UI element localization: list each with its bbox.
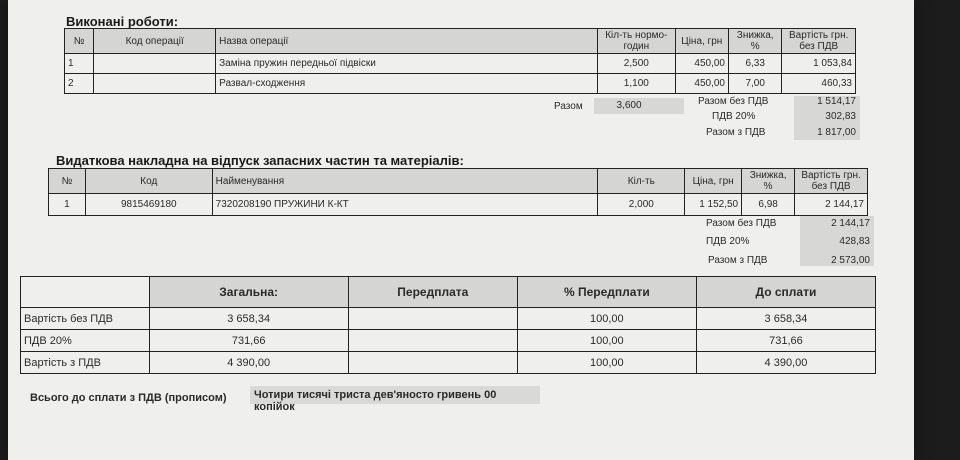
works-sum-label-2: ПДВ 20%	[712, 111, 756, 122]
parts-sum-label-1: Разом без ПДВ	[706, 218, 777, 229]
cell	[348, 308, 517, 330]
works-sum-value-2: 302,83	[825, 111, 856, 122]
cell: 4 390,00	[149, 352, 348, 374]
parts-header-cost: Вартість грн. без ПДВ	[795, 169, 868, 194]
cell: 1,100	[598, 74, 676, 94]
cell: 100,00	[517, 352, 696, 374]
works-header-name: Назва операції	[216, 29, 598, 54]
table-row	[49, 194, 868, 216]
works-sum-label-3: Разом з ПДВ	[706, 127, 766, 138]
cell: 4 390,00	[696, 352, 875, 374]
works-header-no: №	[65, 29, 94, 54]
works-table	[64, 28, 856, 94]
works-sum-label-1: Разом без ПДВ	[698, 96, 769, 107]
cell: ПДВ 20%	[21, 330, 150, 352]
totals-header-prepay: Передплата	[348, 277, 517, 308]
cell: 450,00	[675, 74, 728, 94]
cell	[348, 352, 517, 374]
parts-header-row	[49, 169, 868, 194]
works-title: Виконані роботи:	[66, 14, 179, 29]
parts-header-no: №	[49, 169, 86, 194]
table-row	[21, 352, 876, 374]
cell	[348, 330, 517, 352]
cell: 731,66	[696, 330, 875, 352]
totals-table	[20, 276, 876, 374]
cell: Вартість з ПДВ	[21, 352, 150, 374]
cell: 1 152,50	[685, 194, 742, 216]
cell: 7,00	[729, 74, 782, 94]
parts-header-discount: Знижка, %	[742, 169, 795, 194]
totals-header-prepay-pct: % Передплати	[517, 277, 696, 308]
works-header-hours: Кіл-ть нормо-годин	[598, 29, 676, 54]
cell: 3 658,34	[149, 308, 348, 330]
works-sum-value-3: 1 817,00	[817, 127, 856, 138]
cell: 460,33	[782, 74, 856, 94]
cell: 2,500	[598, 54, 676, 74]
table-row	[65, 54, 856, 74]
cell: 731,66	[149, 330, 348, 352]
works-header-row	[65, 29, 856, 54]
works-total-label: Разом	[554, 101, 583, 112]
works-total-hours: 3,600	[616, 100, 642, 111]
cell	[94, 54, 216, 74]
totals-header-to-pay: До сплати	[696, 277, 875, 308]
invoice-sheet	[8, 0, 914, 460]
cell: Вартість без ПДВ	[21, 308, 150, 330]
works-header-cost: Вартість грн. без ПДВ	[782, 29, 856, 54]
table-row	[65, 74, 856, 94]
works-header-code: Код операції	[94, 29, 216, 54]
cell: 100,00	[517, 308, 696, 330]
amount-words-label: Всього до сплати з ПДВ (прописом)	[30, 392, 227, 404]
works-header-price: Ціна, грн	[675, 29, 728, 54]
cell: Развал-сходження	[216, 74, 598, 94]
cell: 100,00	[517, 330, 696, 352]
parts-header-price: Ціна, грн	[685, 169, 742, 194]
cell: 2,000	[598, 194, 685, 216]
cell: 3 658,34	[696, 308, 875, 330]
parts-sum-value-3: 2 573,00	[831, 255, 870, 266]
parts-sum-value-1: 2 144,17	[831, 218, 870, 229]
cell: 7320208190 ПРУЖИНИ К-КТ	[212, 194, 598, 216]
parts-header-name: Найменування	[212, 169, 598, 194]
cell: 6,33	[729, 54, 782, 74]
cell: 1	[65, 54, 94, 74]
parts-header-qty: Кіл-ть	[598, 169, 685, 194]
cell: 9815469180	[85, 194, 212, 216]
totals-header-row	[21, 277, 876, 308]
parts-table	[48, 168, 868, 216]
parts-sum-label-2: ПДВ 20%	[706, 236, 750, 247]
totals-header-corner	[21, 277, 150, 308]
cell: 1 053,84	[782, 54, 856, 74]
cell: Заміна пружин передньої підвіски	[216, 54, 598, 74]
works-sum-value-1: 1 514,17	[817, 96, 856, 107]
cell: 2	[65, 74, 94, 94]
parts-sum-label-3: Разом з ПДВ	[708, 255, 768, 266]
parts-sum-value-2: 428,83	[839, 236, 870, 247]
amount-words-value: Чотири тисячі триста дев'яносто гривень 00 копійок	[250, 386, 540, 404]
totals-header-total: Загальна:	[149, 277, 348, 308]
table-row	[21, 330, 876, 352]
cell: 1	[49, 194, 86, 216]
cell: 6,98	[742, 194, 795, 216]
table-row	[21, 308, 876, 330]
parts-header-code: Код	[85, 169, 212, 194]
cell	[94, 74, 216, 94]
parts-title: Видаткова накладна на відпуск запасних частин та матеріалів:	[56, 153, 464, 168]
works-header-discount: Знижка, %	[729, 29, 782, 54]
cell: 450,00	[675, 54, 728, 74]
cell: 2 144,17	[795, 194, 868, 216]
